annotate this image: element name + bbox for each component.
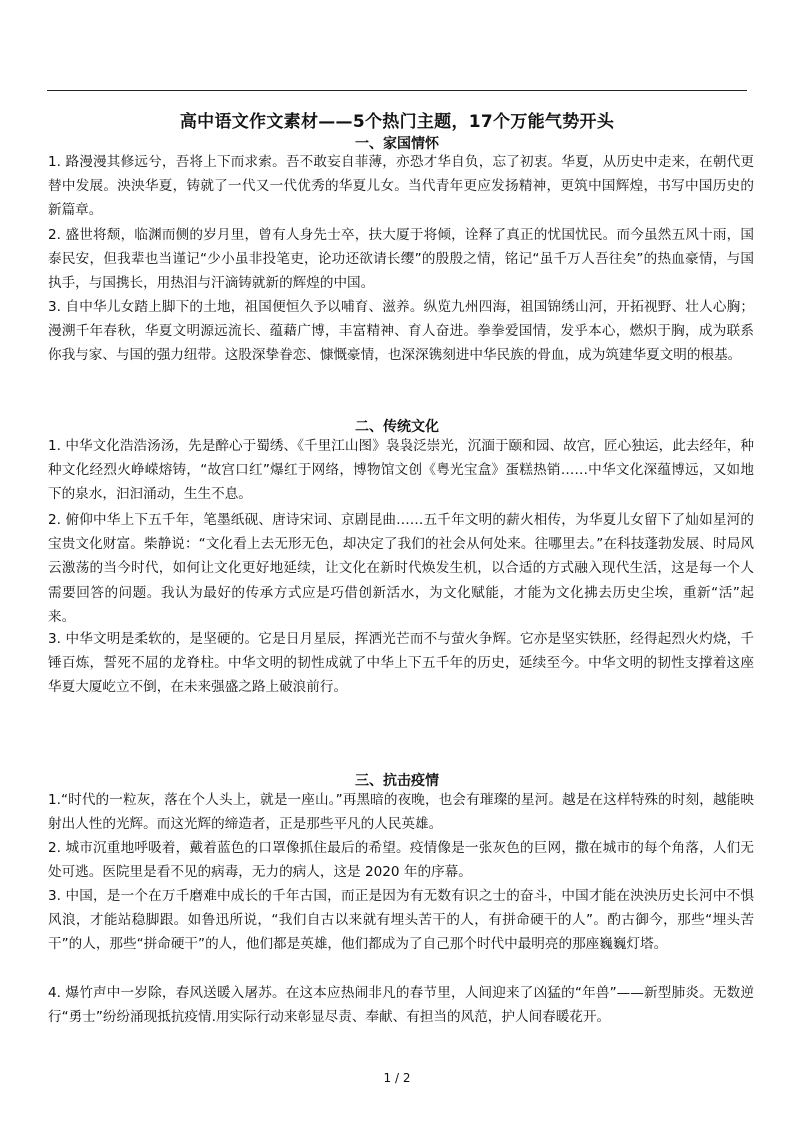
paragraph: 1. 中华文化浩浩汤汤，先是醉心于蜀绣、《千里江山图》袅袅泛崇光，沉湎于颐和园、故宫，匠心独运，此去经年，种种文化经烈火峥嵘熔铸，“故宫口红”爆红于网络，博物馆文创《粤光宝盒》蛋糕热销……中华文化深蕴博远，又如地下的泉水，汩汩涌动，生生不息。: [48, 438, 754, 503]
paragraph: 2. 城市沉重地呼吸着，戴着蓝色的口罩像抓住最后的希望。疫情像是一张灰色的巨网，撒在城市的每个角落，人们无处可逃。医院里是看不见的病毒，无力的病人，这是 2020 年的序幕。: [48, 840, 754, 881]
paragraph: 3. 中华文明是柔软的，是坚硬的。它是日月星辰，挥洒光芒而不与萤火争辉。它亦是坚实铁胚，经得起烈火灼烧，千锤百炼，誓死不屈的龙脊柱。中华文明的韧性成就了中华上下五千年的历史，延续至今。中华文明的韧性支撑着这座华夏大厦屹立不倒，在未来强盛之路上破浪前行。: [48, 631, 754, 696]
paragraph: 2. 盛世将颓，临渊而侧的岁月里，曾有人身先士卒，扶大厦于将倾，诠释了真正的忧国忧民。而今虽然五风十雨，国泰民安，但我辈也当谨记“少小虽非投笔吏，论功还欲请长缨”的殷殷之情，铭记“虽千万人吾往矣”的热血豪情，与国执手，与国携长，用热泪与汗滴铸就新的辉煌的中国。: [48, 227, 754, 292]
paragraph: 3. 自中华儿女踏上脚下的土地，祖国便恒久予以哺育、滋养。纵览九州四海，祖国锦绣山河，开拓视野、壮人心胸；漫溯千年春秋，华夏文明源远流长、蕴藉广博，丰富精神、育人奋进。拳拳爱国情，发乎本心，燃炽于胸，成为联系你我与家、与国的强力纽带。这股深挚眷恋、慷慨豪情，也深深镌刻进中华民族的骨血，成为筑建华夏文明的根基。: [48, 299, 754, 364]
paragraph: 1. 路漫漫其修远兮，吾将上下而求索。吾不敢妄自菲薄，亦恐才华自负，忘了初衷。华夏，从历史中走来，在朝代更替中发展。泱泱华夏，铸就了一代又一代优秀的华夏儿女。当代青年更应发扬精神，更筑中国辉煌，书写中国历史的新篇章。: [48, 154, 754, 219]
paragraph: 4. 爆竹声中一岁除，春风送暖入屠苏。在这本应热闹非凡的春节里，人间迎来了凶猛的“年兽”——新型肺炎。无数逆行“勇士”纷纷涌现抵抗疫情.用实际行动来彰显尽责、奉献、有担当的风范，护人间春暖花开。: [48, 985, 754, 1026]
page-number: 1 / 2: [383, 1071, 411, 1085]
section-heading-fighting-epidemic: 三、抗击疫情: [355, 773, 439, 789]
section-heading-traditional-culture: 二、传统文化: [355, 419, 439, 435]
section-heading-patriotism: 一、家国情怀: [355, 136, 439, 152]
paragraph: 1.“时代的一粒灰，落在个人头上，就是一座山。”再黑暗的夜晚，也会有璀璨的星河。越是在这样特殊的时刻，越能映射出人性的光辉。而这光辉的缔造者，正是那些平凡的人民英雄。: [48, 792, 754, 833]
paragraph: 2. 俯仰中华上下五千年，笔墨纸砚、唐诗宋词、京剧昆曲……五千年文明的薪火相传，为华夏儿女留下了灿如星河的宝贵文化财富。柴静说：“文化看上去无形无色，却决定了我们的社会从何处来。往哪里去。”在科技蓬勃发展、时局风云激荡的当今时代，如何让文化更好地延续，让文化在新时代焕发生机，以合适的方式融入现代生活，这是每一个人需要回答的问题。我认为最好的传承方式应是巧借创新活水，为文化赋能，才能为文化拂去历史尘埃，重新“活”起来。: [48, 512, 754, 625]
header-rule: [47, 90, 747, 91]
paragraph: 3. 中国，是一个在万千磨难中成长的千年古国，而正是因为有无数有识之士的奋斗，中国才能在泱泱历史长河中不惧风浪，才能站稳脚跟。如鲁迅所说，“我们自古以来就有埋头苦干的人，有拼命硬干的人”。酌古御今，那些“埋头苦干”的人，那些“拼命硬干”的人，他们都是英雄，他们都成为了自己那个时代中最明亮的那座巍巍灯塔。: [48, 888, 754, 953]
document-title: 高中语文作文素材——5个热门主题，17个万能气势开头: [179, 112, 615, 132]
